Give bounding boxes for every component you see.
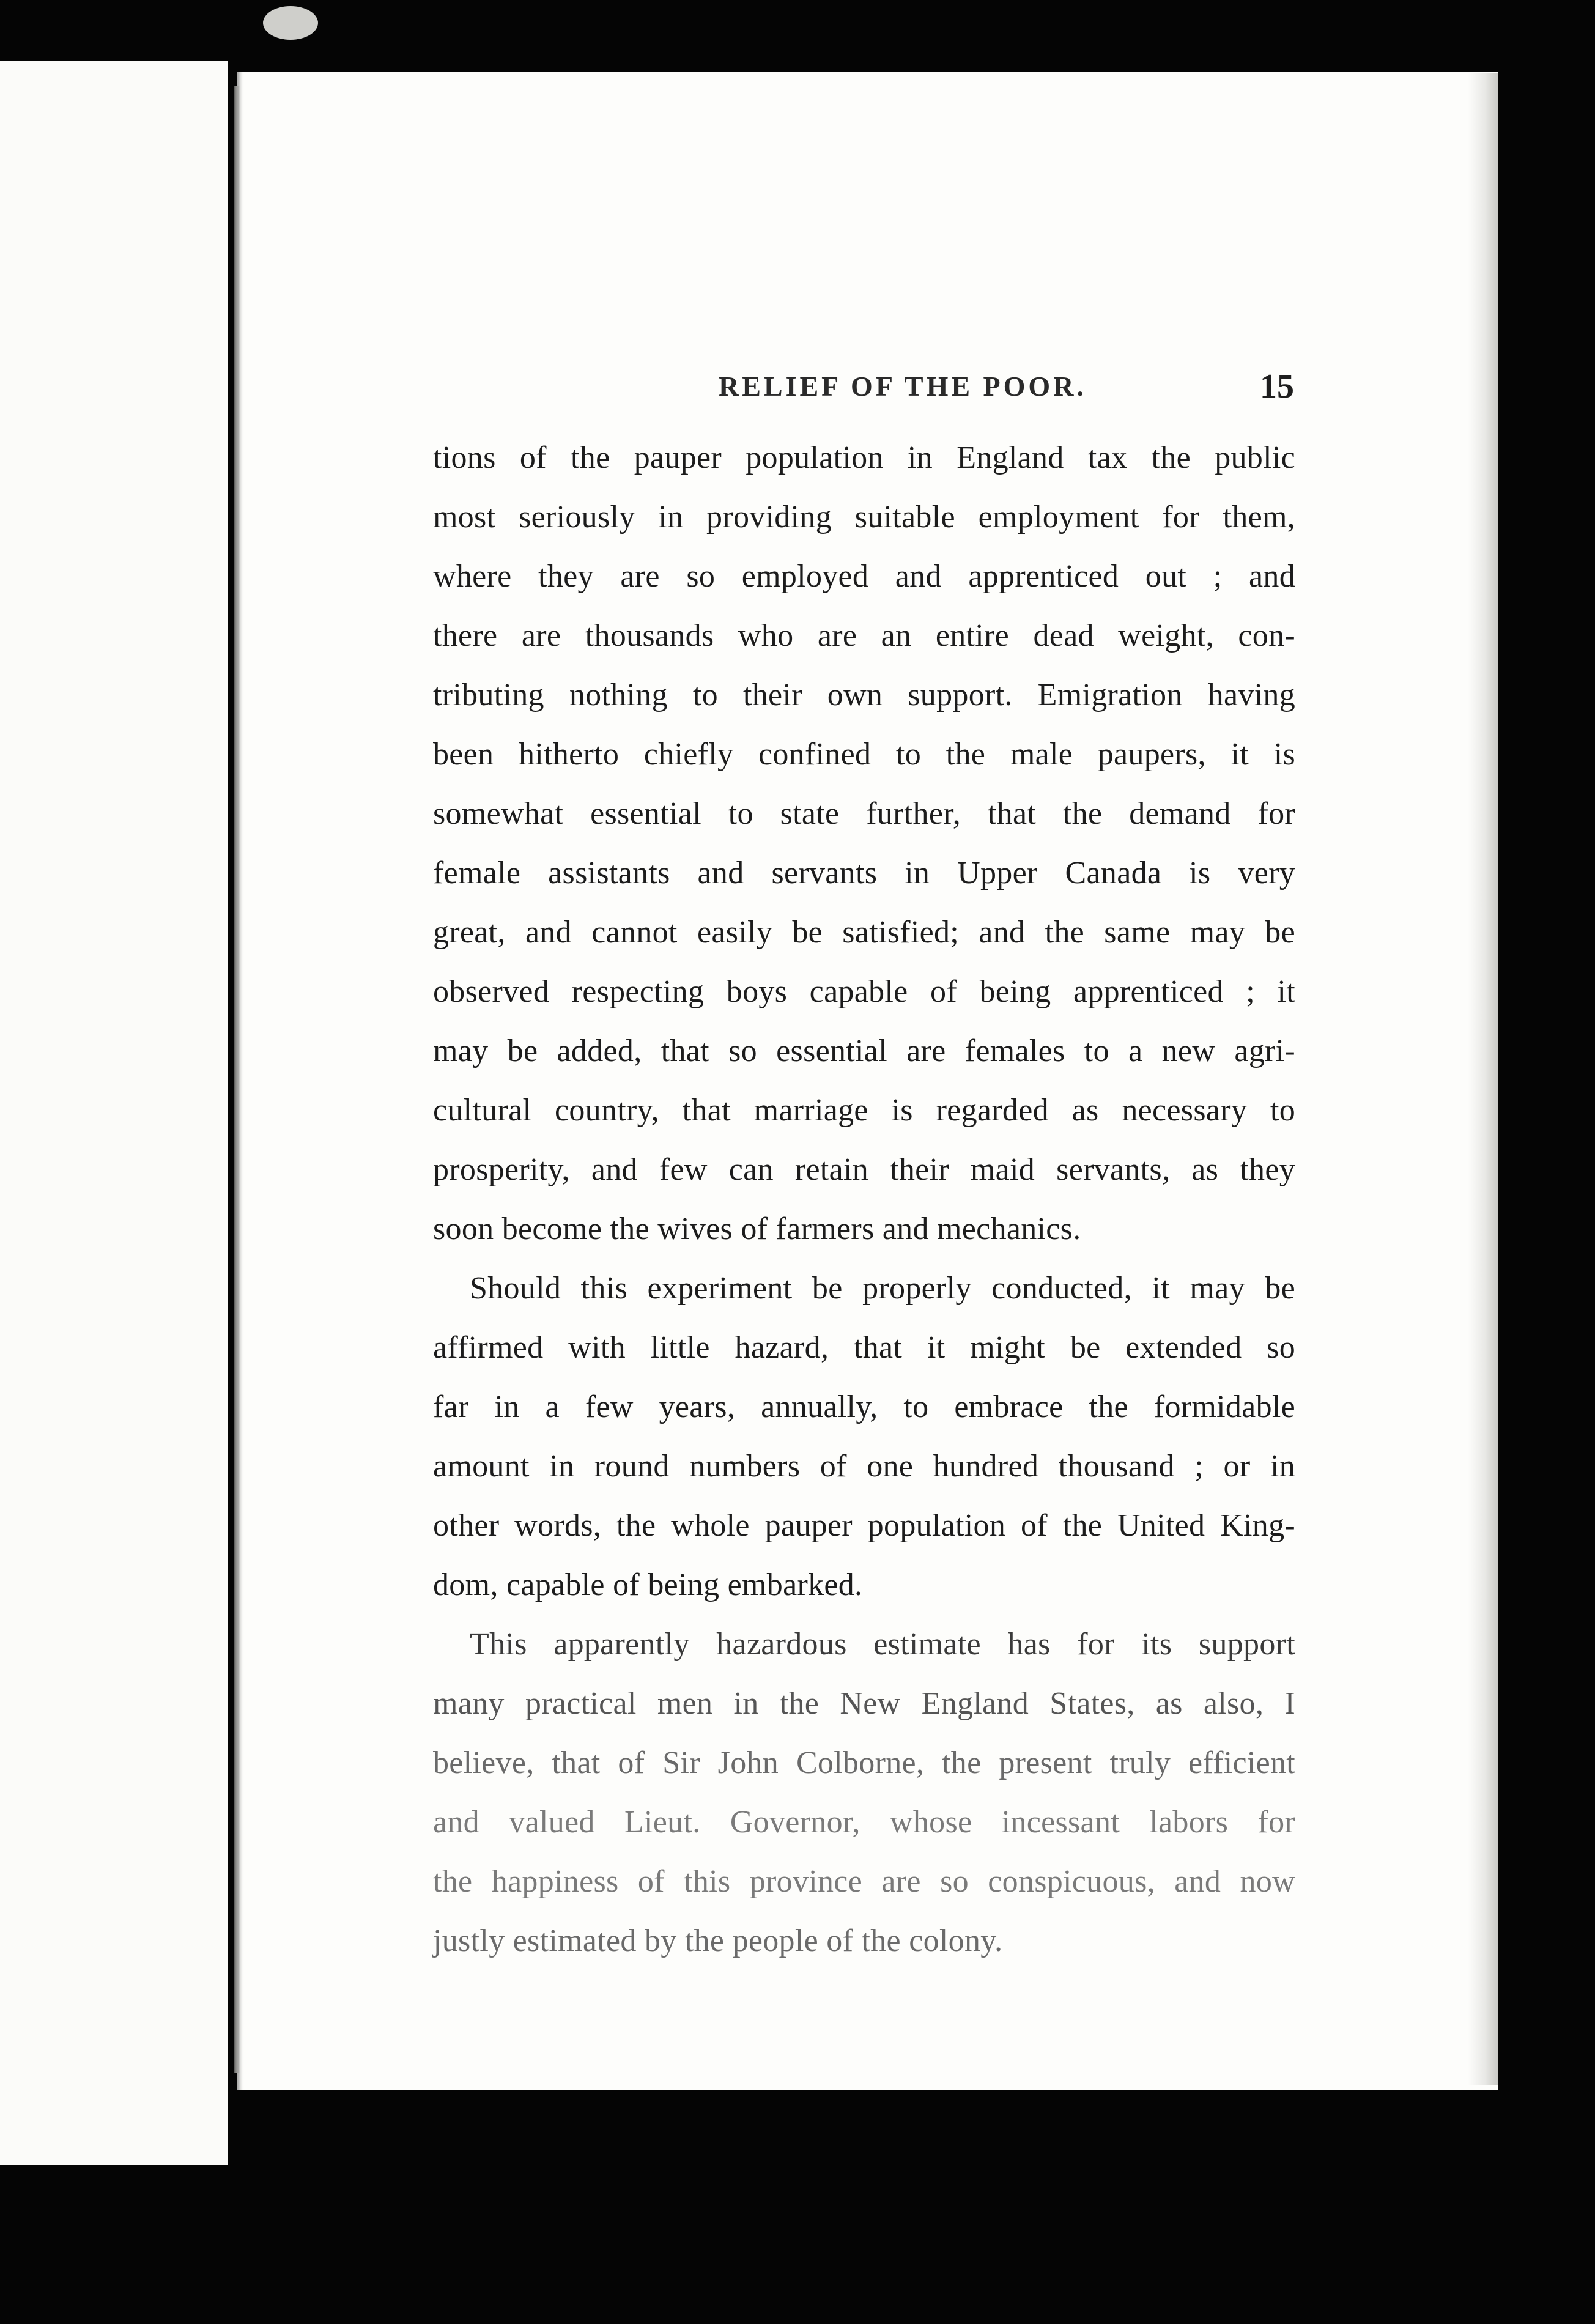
text-line: dom, capable of being embarked. bbox=[433, 1567, 863, 1602]
text-line: believe, that of Sir John Colborne, the present truly efficient bbox=[433, 1745, 1295, 1780]
text-line: most seriously in providing suitable employment for them, bbox=[433, 500, 1295, 535]
text-line: where they are so employed and apprenticed out ; and bbox=[433, 559, 1295, 594]
body-text bbox=[433, 428, 1295, 1971]
gutter-shadow bbox=[234, 86, 240, 2073]
text-line: amount in round numbers of one hundred thousand ; or in bbox=[433, 1449, 1295, 1484]
paragraph bbox=[433, 428, 1295, 1259]
scan-speck bbox=[263, 6, 318, 40]
page-fore-edge bbox=[1468, 73, 1498, 2085]
text-line: tions of the pauper population in England tax the public bbox=[433, 440, 1295, 475]
text-line: somewhat essential to state further, that the demand for bbox=[433, 796, 1295, 831]
text-line: observed respecting boys capable of being apprenticed ; it bbox=[433, 974, 1295, 1009]
text-line: far in a few years, annually, to embrace the formidable bbox=[433, 1390, 1295, 1424]
text-line: other words, the whole pauper population of the United King- bbox=[433, 1508, 1295, 1543]
text-line: great, and cannot easily be satisfied; and the same may be bbox=[433, 915, 1295, 950]
text-line: tributing nothing to their own support. Emigration having bbox=[433, 678, 1295, 712]
text-line: Should this experiment be properly conducted, it may be bbox=[470, 1271, 1295, 1306]
text-line: may be added, that so essential are females to a new agri- bbox=[433, 1034, 1295, 1068]
text-line: prosperity, and few can retain their maid servants, as they bbox=[433, 1152, 1295, 1187]
text-line: justly estimated by the people of the colony. bbox=[433, 1923, 1003, 1958]
text-line: cultural country, that marriage is regarded as necessary to bbox=[433, 1093, 1295, 1128]
text-line: soon become the wives of farmers and mechanics. bbox=[433, 1212, 1081, 1246]
page-number: 15 bbox=[1260, 368, 1294, 405]
text-line: the happiness of this province are so conspicuous, and now bbox=[433, 1864, 1295, 1899]
text-line: and valued Lieut. Governor, whose incessant labors for bbox=[433, 1805, 1295, 1840]
text-line: many practical men in the New England States, as also, I bbox=[433, 1686, 1295, 1721]
text-line: there are thousands who are an entire dead weight, con- bbox=[433, 618, 1295, 653]
text-line: female assistants and servants in Upper Canada is very bbox=[433, 856, 1295, 890]
text-line: This apparently hazardous estimate has for its support bbox=[470, 1627, 1295, 1662]
text-line: affirmed with little hazard, that it might be extended so bbox=[433, 1330, 1295, 1365]
paragraph bbox=[433, 1615, 1295, 1971]
running-head: RELIEF OF THE POOR. bbox=[719, 371, 1087, 402]
paragraph bbox=[433, 1259, 1295, 1615]
text-line: been hitherto chiefly confined to the male paupers, it is bbox=[433, 737, 1295, 772]
facing-blank-page bbox=[0, 61, 228, 2165]
